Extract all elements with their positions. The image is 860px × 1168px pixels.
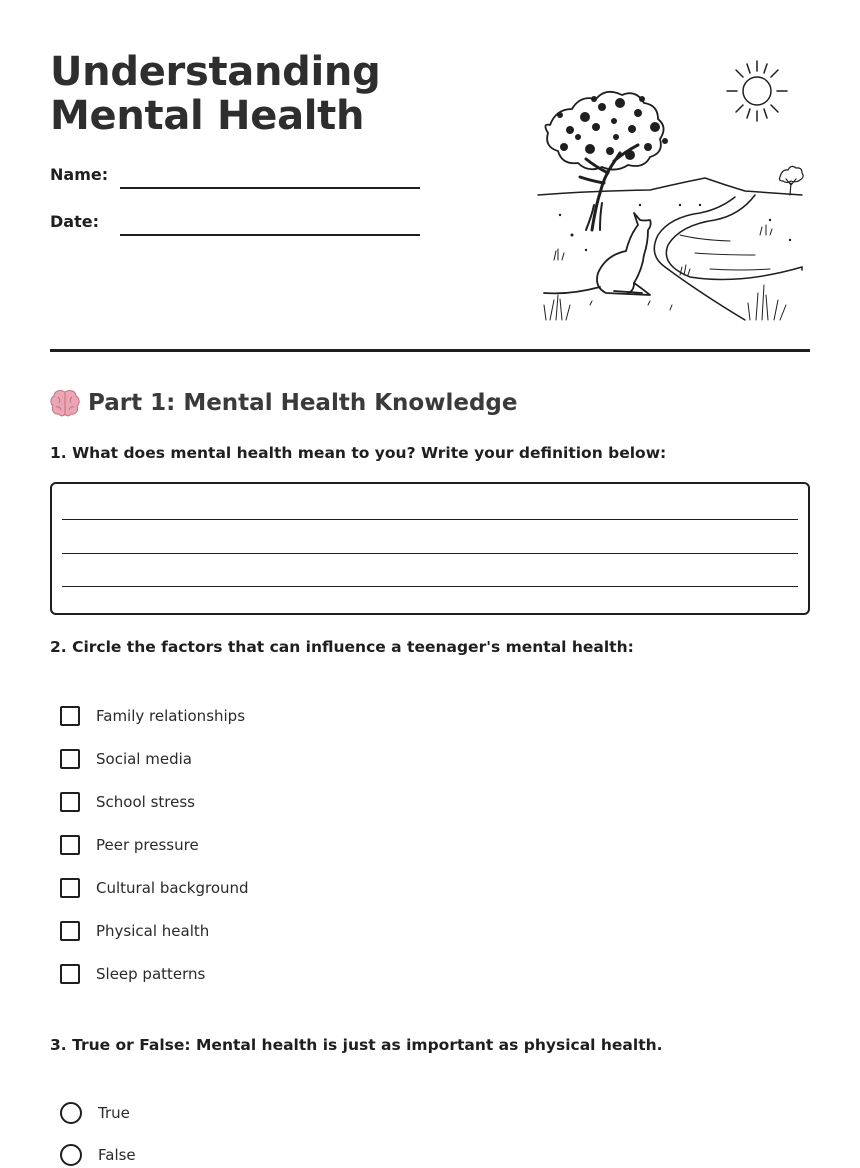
question-3: 3. True or False: Mental health is just as important as physical health. bbox=[50, 1036, 663, 1054]
factor-option[interactable] bbox=[60, 832, 199, 858]
question-1: 1. What does mental health mean to you? Write your definition below: bbox=[50, 444, 667, 462]
true-label: True bbox=[98, 1104, 130, 1122]
answer-line bbox=[62, 586, 798, 587]
worksheet-title: Understanding Mental Health bbox=[50, 49, 381, 139]
factor-label: Cultural background bbox=[96, 879, 249, 897]
date-label: Date: bbox=[50, 212, 99, 231]
true-option[interactable] bbox=[60, 1100, 130, 1126]
checkbox[interactable] bbox=[60, 792, 80, 812]
checkbox[interactable] bbox=[60, 964, 80, 984]
factor-option[interactable] bbox=[60, 746, 192, 772]
factor-label: Social media bbox=[96, 750, 192, 768]
river-icon bbox=[654, 195, 802, 320]
sun-icon bbox=[727, 61, 787, 121]
brain-icon bbox=[50, 389, 80, 417]
radio-button[interactable] bbox=[60, 1102, 82, 1124]
answer-line bbox=[62, 553, 798, 554]
factor-label: Physical health bbox=[96, 922, 210, 940]
factor-label: Sleep patterns bbox=[96, 965, 206, 983]
factor-label: Family relationships bbox=[96, 707, 246, 725]
checkbox[interactable] bbox=[60, 749, 80, 769]
checkbox[interactable] bbox=[60, 878, 80, 898]
factor-option[interactable] bbox=[60, 703, 245, 729]
answer-line bbox=[62, 519, 798, 520]
factor-option[interactable] bbox=[60, 789, 195, 815]
name-label: Name: bbox=[50, 165, 109, 184]
factor-option[interactable] bbox=[60, 918, 209, 944]
checkbox[interactable] bbox=[60, 921, 80, 941]
false-label: False bbox=[98, 1146, 136, 1164]
factor-option[interactable] bbox=[60, 961, 205, 987]
checkbox[interactable] bbox=[60, 706, 80, 726]
outback-landscape-illustration bbox=[530, 55, 810, 325]
gum-tree-icon bbox=[545, 92, 668, 230]
false-option[interactable] bbox=[60, 1142, 136, 1168]
kangaroo-icon bbox=[544, 213, 651, 295]
section-heading-part1 bbox=[50, 387, 517, 419]
header-divider bbox=[50, 349, 810, 352]
small-tree-icon bbox=[779, 166, 803, 195]
checkbox[interactable] bbox=[60, 835, 80, 855]
grass-icon bbox=[544, 225, 786, 320]
factor-label: Peer pressure bbox=[96, 836, 199, 854]
factor-label: School stress bbox=[96, 793, 195, 811]
factor-option[interactable] bbox=[60, 875, 249, 901]
name-field[interactable] bbox=[120, 187, 420, 189]
definition-answer-box[interactable] bbox=[50, 482, 810, 615]
section-heading-text: Part 1: Mental Health Knowledge bbox=[88, 390, 518, 416]
question-2: 2. Circle the factors that can influence a teenager's mental health: bbox=[50, 638, 634, 656]
radio-button[interactable] bbox=[60, 1144, 82, 1166]
date-field[interactable] bbox=[120, 234, 420, 236]
